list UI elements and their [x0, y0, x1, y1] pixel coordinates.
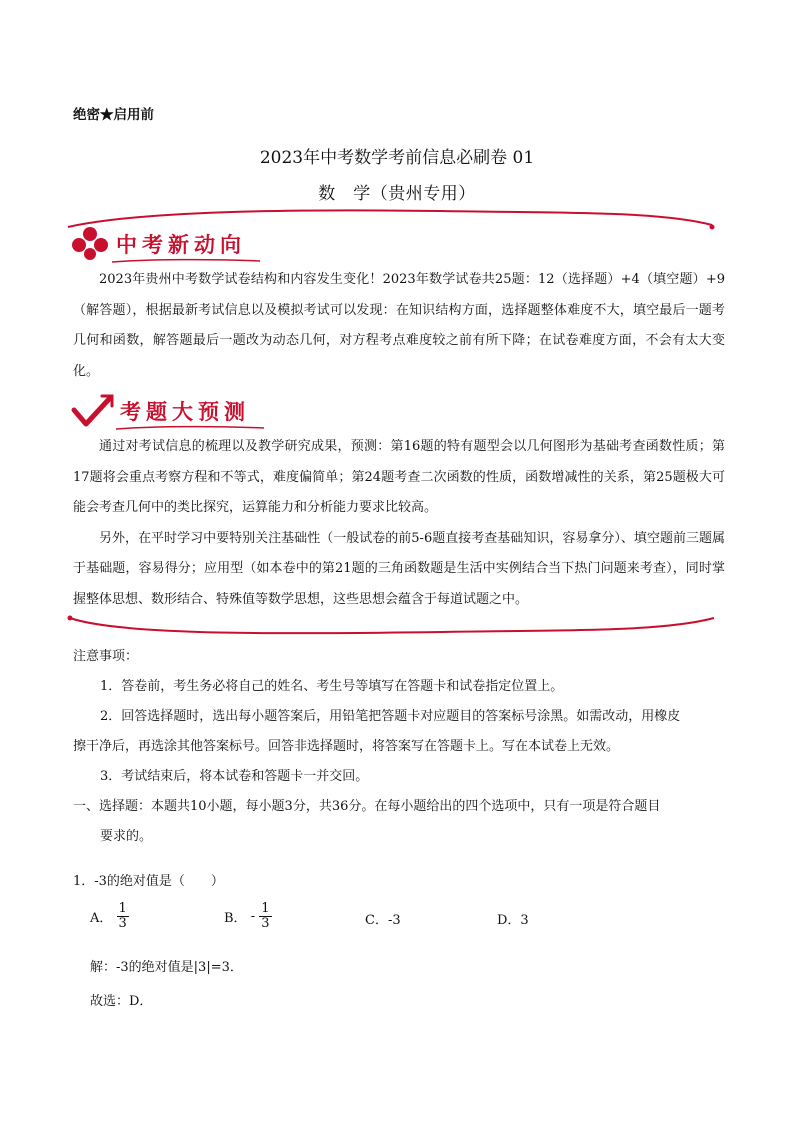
- question-1-stem: 1．-3的绝对值是（ ）: [73, 874, 224, 889]
- confidential-mark: 绝密★启用前: [73, 107, 154, 123]
- clover-icon: [70, 226, 110, 260]
- option-b-label: B．: [224, 911, 247, 926]
- note-item-2-line-2: 擦干净后，再选涂其他答案标号。回答非选择题时，将答案写在答题卡上。写在本试卷上无效。: [73, 739, 620, 754]
- option-a-fraction: [117, 902, 129, 931]
- bottom-frame-swoosh-icon: [62, 610, 722, 640]
- question-1-solution: 解：-3的绝对值是|3|=3．: [90, 960, 243, 975]
- option-a-numerator: 1: [118, 901, 127, 916]
- option-b-sign: -: [250, 909, 256, 924]
- option-d: D．3: [497, 913, 529, 928]
- option-a-label: A．: [90, 911, 113, 926]
- note-item-1: 1．答卷前，考生务必将自己的姓名、考生号等填写在答题卡和试卷指定位置上。: [100, 679, 564, 694]
- note-item-3: 3．考试结束后，将本试卷和答题卡一并交回。: [100, 769, 369, 784]
- option-b-fraction: [259, 902, 271, 931]
- notes-heading: 注意事项：: [73, 649, 139, 664]
- section-title-trends: 中考新动向: [116, 233, 246, 257]
- option-c: C．-3: [365, 913, 401, 928]
- trends-text: 2023年贵州中考数学试卷结构和内容发生变化！2023年数学试卷共25题：12（选择题）+4（填空题）+9（解答题），根据最新考试信息以及模拟考试可以发现：在知识结构方面，选择题整体难度不大，填空最后一题考几何和函数，解答题最后一题改为动态几何，对方程考点难度较之前有所下降；在试卷难度方面，不会有太大变化。: [73, 272, 725, 379]
- option-b: [224, 902, 272, 931]
- section-underline-icon: [116, 424, 266, 432]
- section-title-prediction: 考题大预测: [120, 400, 250, 424]
- exam-notes: [73, 642, 733, 852]
- exam-title: 2023年中考数学考前信息必刷卷 01: [259, 148, 535, 168]
- option-b-denominator: 3: [261, 916, 270, 931]
- question-1-answer: 故选：D．: [90, 994, 153, 1009]
- exam-subtitle: 数 学（贵州专用）: [318, 184, 476, 204]
- part1-instructions-line-2: 要求的。: [100, 829, 153, 844]
- trends-paragraph: [73, 265, 725, 387]
- prediction-text-1: 通过对考试信息的梳理以及教学研究成果，预测：第16题的特有题型会以几何图形为基础考查函数性质；第17题将会重点考察方程和不等式，难度偏简单；第24题考查二次函数的性质，函数增减性的关系，第25题极大可能会考查几何中的类比探究，运算能力和分析能力要求比较高。: [73, 439, 725, 515]
- part1-instructions-line-1: 一、选择题：本题共10小题，每小题3分，共36分。在每小题给出的四个选项中，只有一项是符合题目: [73, 799, 661, 814]
- checkmark-arrow-icon: [70, 392, 116, 430]
- note-item-2-line-1: 2．回答选择题时，选出每小题答案后，用铅笔把答题卡对应题目的答案标号涂黑。如需改动，用橡皮: [100, 709, 681, 724]
- option-b-numerator: 1: [261, 901, 270, 916]
- option-a: [90, 902, 129, 931]
- section-underline-icon: [112, 257, 262, 265]
- prediction-text-2: 另外，在平时学习中要特别关注基础性（一般试卷的前5-6题直接考查基础知识，容易拿分）、填空题前三题属于基础题，容易得分；应用型（如本卷中的第21题的三角函数题是生活中实例结合当下热门问题来考查），同时掌握整体思想、数形结合、特殊值等数学思想，这些思想会蕴含于每道试题之中。: [73, 530, 725, 607]
- option-a-denominator: 3: [118, 916, 127, 931]
- prediction-paragraphs: [73, 432, 725, 615]
